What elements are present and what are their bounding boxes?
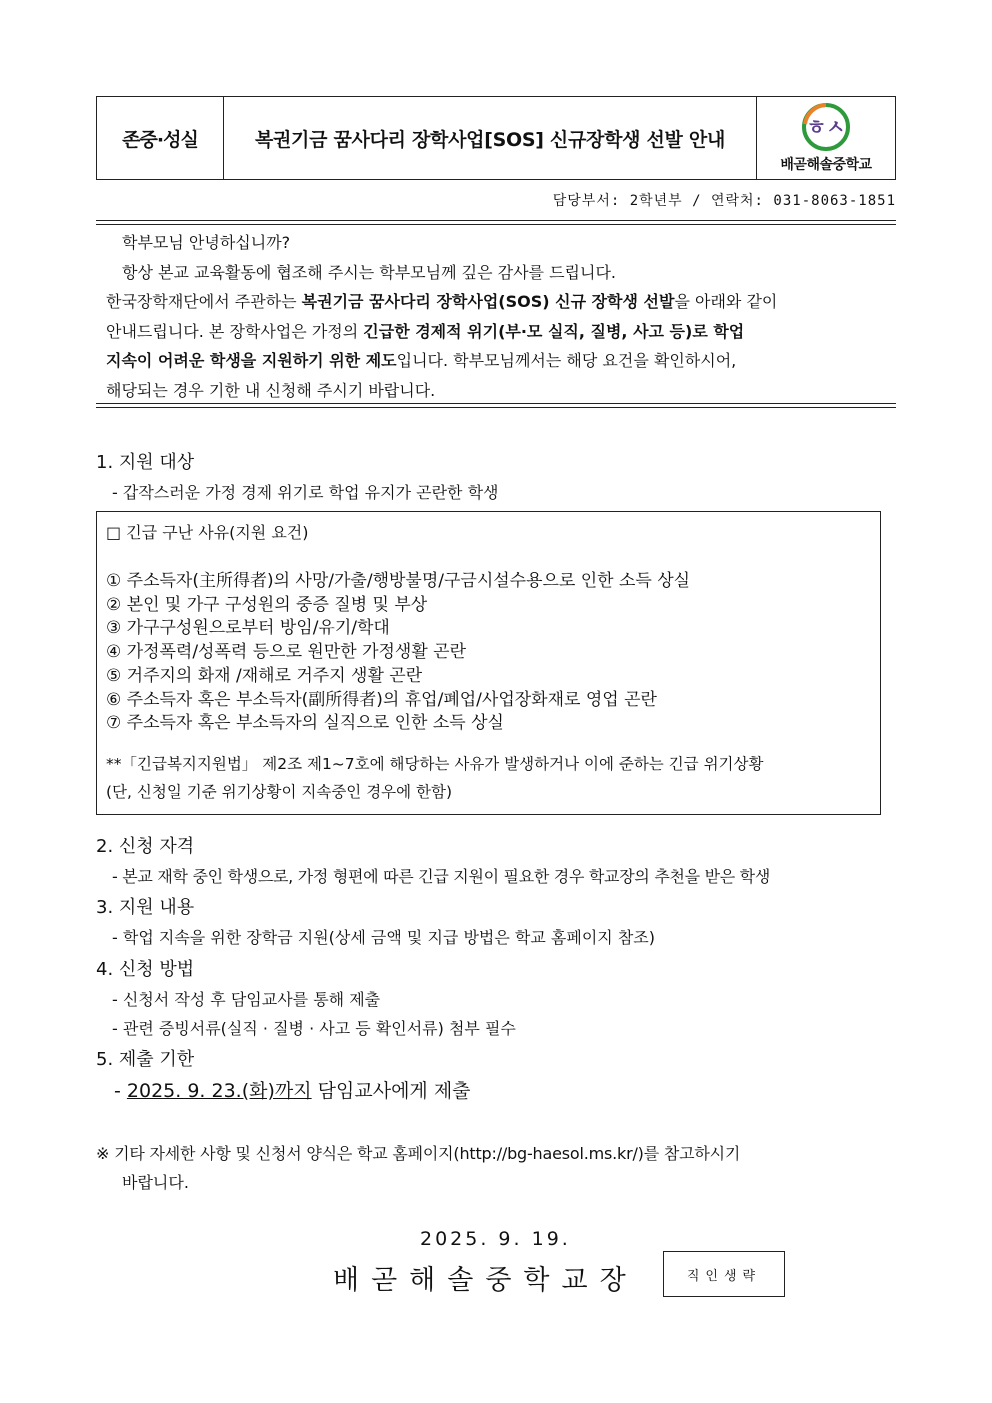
requirement-item: ⑦ 주소득자 혹은 부소득자의 실직으로 인한 소득 상실	[106, 713, 504, 733]
principal-name: 배곧해솔중학교장	[333, 1265, 638, 1296]
document-title: 복권기금 꿈사다리 장학사업[SOS] 신규장학생 선발 안내	[224, 97, 757, 179]
section-4-sub: - 관련 증빙서류(실직 · 질병 · 사고 등 확인서류) 첨부 필수	[112, 1019, 516, 1038]
top-divider	[96, 220, 896, 221]
section-5-title: 5. 제출 기한	[96, 1049, 195, 1070]
school-motto: 존중·성실	[97, 97, 224, 179]
footnote: ※ 기타 자세한 사항 및 신청서 양식은 학교 홈페이지(http://bg-haesol.ms.kr/)를 참고하시기	[96, 1144, 741, 1163]
section-2-sub: - 본교 재학 중인 학생으로, 가정 형편에 따른 긴급 지원이 필요한 경우 학교장의 추천을 받은 학생	[112, 867, 770, 886]
school-logo-icon	[795, 102, 857, 152]
top-divider-2	[96, 224, 896, 225]
svg-text:ㅎㅅ: ㅎㅅ	[806, 115, 846, 139]
section-4-title: 4. 신청 방법	[96, 959, 195, 980]
section-1-title: 1. 지원 대상	[96, 452, 195, 473]
seal-omitted-box: 직인생략	[663, 1251, 785, 1297]
contact-line: 담당부서: 2학년부 / 연락처: 031-8063-1851	[552, 193, 896, 209]
intro-line: 안내드립니다. 본 장학사업은 가정의 긴급한 경제적 위기(부·모 실직, 질병, 사고 등)로 학업	[106, 321, 745, 341]
intro-line: 항상 본교 교육활동에 협조해 주시는 학부모님께 깊은 감사를 드립니다.	[122, 262, 616, 282]
intro-paragraph	[106, 228, 777, 405]
section-2-title: 2. 신청 자격	[96, 836, 195, 857]
deadline-date: 2025. 9. 23.(화)까지	[126, 1080, 312, 1102]
school-logo-cell	[757, 97, 895, 179]
section-3-sub: - 학업 지속을 위한 장학금 지원(상세 금액 및 지급 방법은 학교 홈페이지 참조)	[112, 928, 655, 947]
legal-note-2: (단, 신청일 기준 위기상황이 지속중인 경우에 한함)	[106, 783, 453, 801]
school-name-small: 배곧해솔중학교	[780, 157, 872, 173]
deadline-line: - 2025. 9. 23.(화)까지 담임교사에게 제출	[114, 1080, 471, 1102]
requirement-item: ④ 가정폭력/성폭력 등으로 원만한 가정생활 곤란	[106, 642, 467, 662]
intro-line: 해당되는 경우 기한 내 신청해 주시기 바랍니다.	[106, 380, 436, 400]
legal-note: **「긴급복지지원법」 제2조 제1~7호에 해당하는 사유가 발생하거나 이에 준하는 긴급 위기상황	[106, 755, 764, 773]
requirement-item: ② 본인 및 가구 구성원의 중증 질병 및 부상	[106, 595, 428, 615]
section-1-sub: - 갑작스러운 가정 경제 위기로 학업 유지가 곤란한 학생	[112, 483, 499, 502]
section-4-sub: - 신청서 작성 후 담임교사를 통해 제출	[112, 990, 381, 1009]
requirement-item: ① 주소득자(主所得者)의 사망/가출/행방불명/구금시설수용으로 인한 소득 상실	[106, 571, 691, 591]
requirement-item: ⑤ 거주지의 화재 /재해로 거주지 생활 곤란	[106, 666, 423, 686]
bottom-divider-2	[96, 407, 896, 408]
requirement-item: ⑥ 주소득자 혹은 부소득자(副所得者)의 휴업/폐업/사업장화재로 영업 곤란	[106, 690, 657, 710]
requirement-item: ③ 가구구성원으로부터 방임/유기/학대	[106, 618, 390, 638]
box-title: □ 긴급 구난 사유(지원 요건)	[106, 523, 309, 542]
footnote-2: 바랍니다.	[122, 1173, 189, 1192]
requirements-box	[96, 511, 881, 815]
header-table	[96, 96, 896, 180]
intro-line: 학부모님 안녕하십니까?	[122, 233, 291, 252]
intro-line: 지속이 어려운 학생을 지원하기 위한 제도입니다. 학부모님께서는 해당 요건을 확인하시어,	[106, 351, 737, 370]
intro-line: 한국장학재단에서 주관하는 복권기금 꿈사다리 장학사업(SOS) 신규 장학생 선발을 아래와 같이	[106, 292, 778, 311]
bottom-divider	[96, 403, 896, 404]
issue-date: 2025. 9. 19.	[420, 1228, 571, 1250]
section-3-title: 3. 지원 내용	[96, 897, 195, 918]
